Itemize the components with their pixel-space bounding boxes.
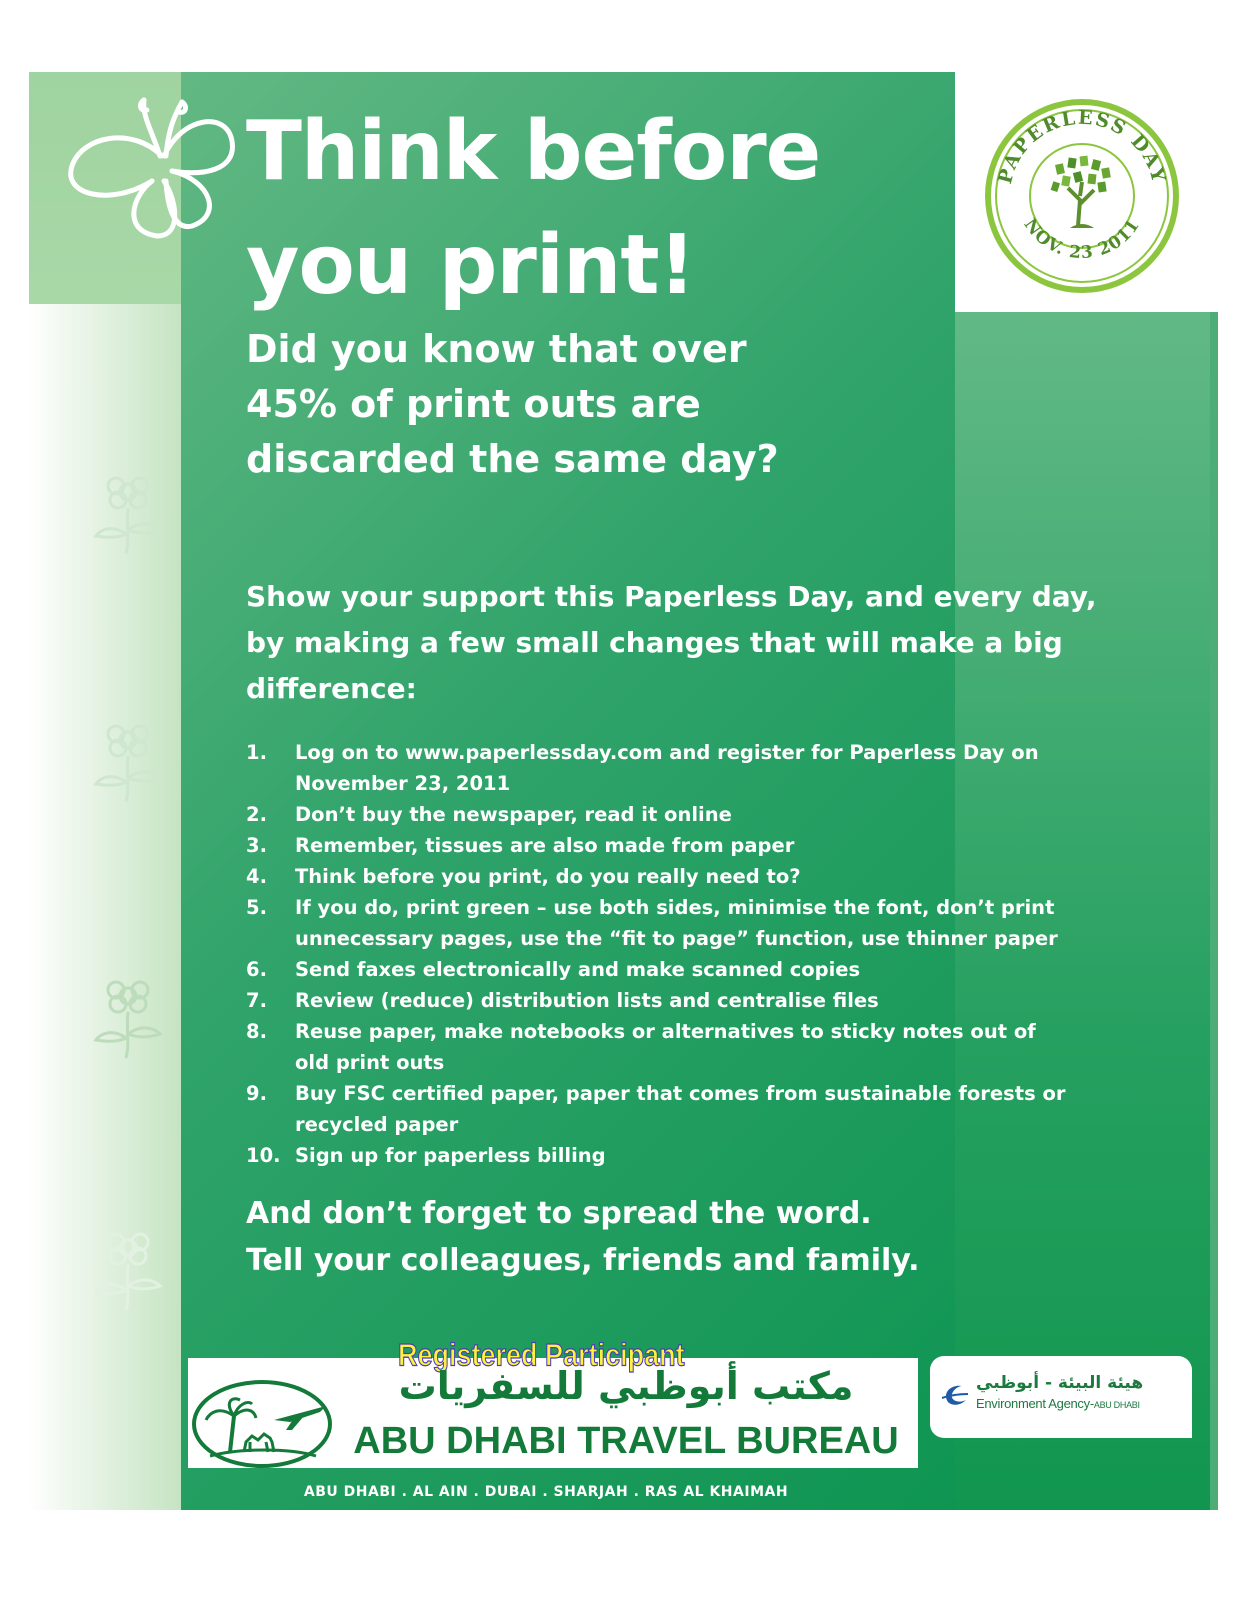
agency-logo-icon (940, 1380, 970, 1410)
poster-title (246, 95, 820, 323)
tip-number: 3. (246, 834, 267, 857)
tip-number: 10. (246, 1144, 281, 1167)
palm-camel-logo-icon (190, 1376, 336, 1472)
tip-text: Buy FSC certified paper, paper that comes from sustainable forests or recycled paper (295, 1082, 1066, 1136)
stamp-top-text: PAPERLESS DAY (994, 106, 1170, 187)
tip-number: 7. (246, 989, 267, 1012)
agency-name-suffix: ABU DHABI (1093, 1400, 1140, 1410)
tip-item (246, 830, 1076, 861)
question-line: 45% of print outs are (246, 382, 701, 426)
question-line: discarded the same day? (246, 437, 779, 481)
tip-number: 8. (246, 1020, 267, 1043)
tip-item (246, 799, 1076, 830)
tip-item (246, 892, 1076, 954)
title-line: Think before (246, 104, 821, 199)
tip-text: Don’t buy the newspaper, read it online (295, 803, 732, 826)
svg-text:NOV. 23 2011 (1020, 215, 1145, 263)
question-line: Did you know that over (246, 327, 747, 371)
tip-text: Log on to www.paperlessday.com and register for Paperless Day on November 23, 2011 (295, 741, 1039, 795)
tip-item (246, 737, 1076, 799)
bureau-arabic-name: مكتب أبوظبي للسفريات (398, 1364, 854, 1408)
tip-item (246, 861, 1076, 892)
flower-icon (92, 716, 164, 806)
tip-number: 1. (246, 741, 267, 764)
tip-number: 4. (246, 865, 267, 888)
svg-text:PAPERLESS DAY (994, 107, 1170, 187)
tree-icon (1051, 156, 1111, 228)
tip-number: 5. (246, 896, 267, 919)
question-heading (246, 322, 779, 487)
bureau-name: ABU DHABI TRAVEL BUREAU (353, 1420, 899, 1462)
flower-icon (92, 468, 164, 558)
flower-icon (92, 1224, 164, 1314)
bureau-cities: ABU DHABI . AL AIN . DUBAI . SHARJAH . RAS AL KHAIMAH (303, 1484, 789, 1500)
tip-number: 2. (246, 803, 267, 826)
tip-text: If you do, print green – use both sides, minimise the font, don’t print unnecessary pages, use the “fit to page” function, use thinner paper (295, 896, 1058, 950)
agency-name-main: Environment Agency- (976, 1396, 1094, 1411)
tip-text: Send faxes electronically and make scanned copies (295, 958, 861, 981)
support-line: Show your support this Paperless Day, and every day, (246, 580, 1097, 613)
tip-item (246, 1140, 1076, 1171)
agency-name (976, 1396, 1140, 1411)
tip-text: Review (reduce) distribution lists and centralise files (295, 989, 879, 1012)
closing-line: And don’t forget to spread the word. (246, 1196, 872, 1231)
support-paragraph (246, 574, 1146, 712)
support-line: difference: (246, 672, 417, 705)
closing-line: Tell your colleagues, friends and family. (246, 1243, 920, 1278)
butterfly-icon (52, 86, 242, 246)
flower-icon (92, 972, 164, 1062)
paperless-day-stamp (982, 96, 1182, 296)
tip-item (246, 954, 1076, 985)
tip-item (246, 1078, 1076, 1140)
tip-item (246, 1016, 1076, 1078)
tips-list (246, 737, 1076, 1171)
tip-number: 9. (246, 1082, 267, 1105)
tip-text: Remember, tissues are also made from paper (295, 834, 795, 857)
agency-arabic-name: هيئة البيئة - أبوظبي (976, 1373, 1144, 1393)
title-line: you print! (246, 218, 695, 313)
tip-text: Think before you print, do you really need to? (295, 865, 801, 888)
tip-number: 6. (246, 958, 267, 981)
registered-participant-label: Registered Participant (398, 1338, 685, 1373)
support-line: by making a few small changes that will make a big (246, 626, 1063, 659)
closing-message (246, 1190, 919, 1284)
tip-text: Sign up for paperless billing (295, 1144, 606, 1167)
stamp-bottom-text: NOV. 23 2011 (1019, 215, 1145, 264)
tip-item (246, 985, 1076, 1016)
tip-text: Reuse paper, make notebooks or alternatives to sticky notes out of old print outs (295, 1020, 1036, 1074)
